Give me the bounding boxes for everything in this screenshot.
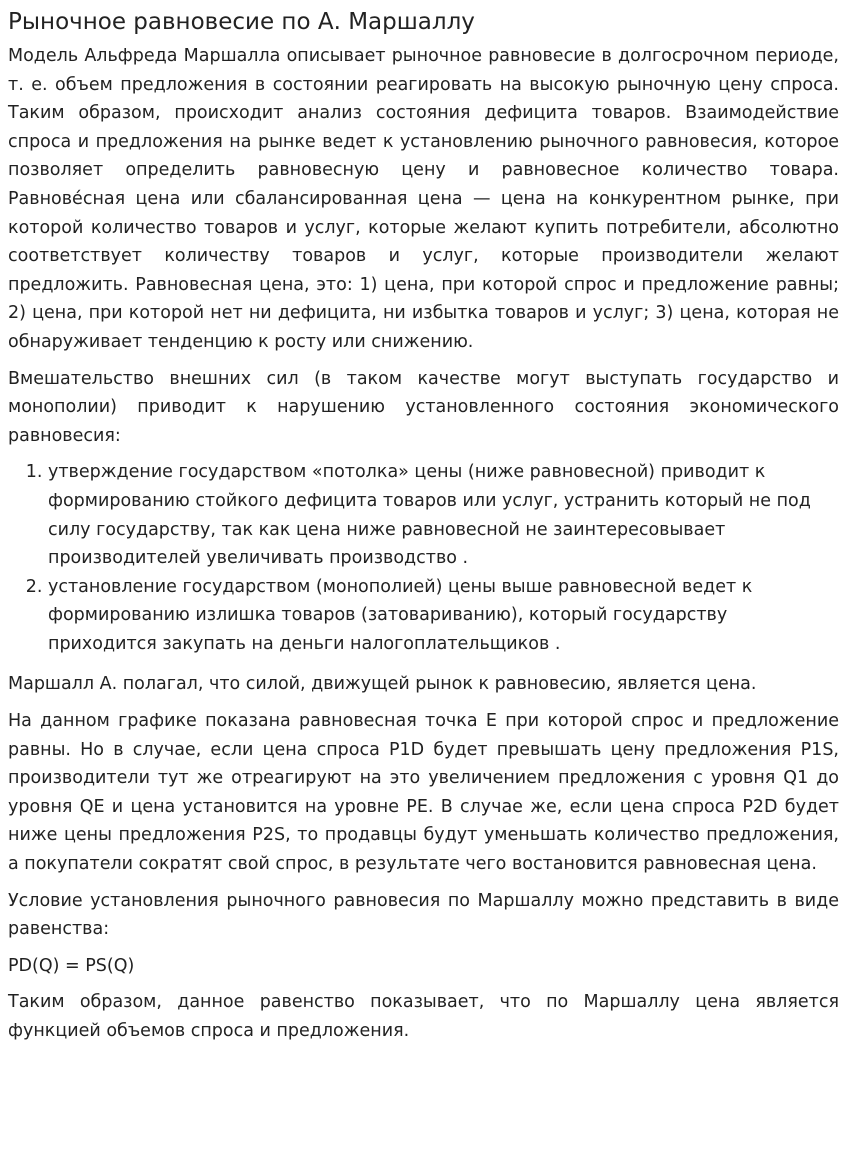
page-title: Рыночное равновесие по А. Маршаллу xyxy=(8,9,475,35)
list-item: 1. утверждение государством «потолка» цены (ниже равновесной) приводит к формированию стойкого дефицита товаров или услуг, устранить который не под силу государству, так как цена ниже равновесной не заинтересовывает производителей увеличивать производство . xyxy=(48,458,839,572)
list-item: 2. установление государством (монополией) цены выше равновесной ведет к формированию излишка товаров (затовариванию), который государству приходится закупать на деньги налогоплательщиков . xyxy=(48,573,839,659)
paragraph-intervention: Вмешательство внешних сил (в таком качестве могут выступать государство и монополии) приводит к нарушению установленного состояния экономического равновесия: xyxy=(8,368,839,446)
equation: PD(Q) = PS(Q) xyxy=(8,955,135,976)
paragraph-conclusion: Таким образом, данное равенство показывает, что по Маршаллу цена является функцией объемов спроса и предложения. xyxy=(8,992,839,1041)
paragraph-marshall-price: Маршалл А. полагал, что силой, движущей рынок к равновесию, является цена. xyxy=(8,674,757,695)
paragraph-intro: Модель Альфреда Маршалла описывает рыночное равновесие в долгосрочном периоде, т. е. объем предложения в состоянии реагировать на высокую рыночную цену спроса. Таким образом, происходит анализ состояния дефицита товаров. Взаимодействие спроса и предложения на рынке ведет к установлению рыночного равновесия, которое позволяет определить равновесную цену и равновесное количество товара. Равнове́сная цена или сбалансированная цена — цена на конкурентном рынке, при которой количество товаров и услуг, которые желают купить потребители, абсолютно соответствует количеству товаров и услуг, которые производители желают предложить. Равновесная цена, это: 1) цена, при которой спрос и предложение равны; 2) цена, при которой нет ни дефицита, ни избытка товаров и услуг; 3) цена, которая не обнаруживает тенденцию к росту или снижению. xyxy=(8,46,839,352)
intervention-list xyxy=(8,458,839,658)
paragraph-condition: Условие установления рыночного равновесия по Маршаллу можно представить в виде равенства: xyxy=(8,890,839,940)
paragraph-graph-explanation: На данном графике показана равновесная точка E при которой спрос и предложение равны. Но в случае, если цена спроса P1D будет превышать цену предложения P1S, производители тут же отреагируют на это увеличением предложения с уровня Q1 до уровня QE и цена установится на уровне PE. В случае же, если цена спроса P2D будет ниже цены предложения P2S, то продавцы будут уменьшать количество предложения, а покупатели сократят свой спрос, в результате чего востановится равновесная цена. xyxy=(8,711,839,875)
